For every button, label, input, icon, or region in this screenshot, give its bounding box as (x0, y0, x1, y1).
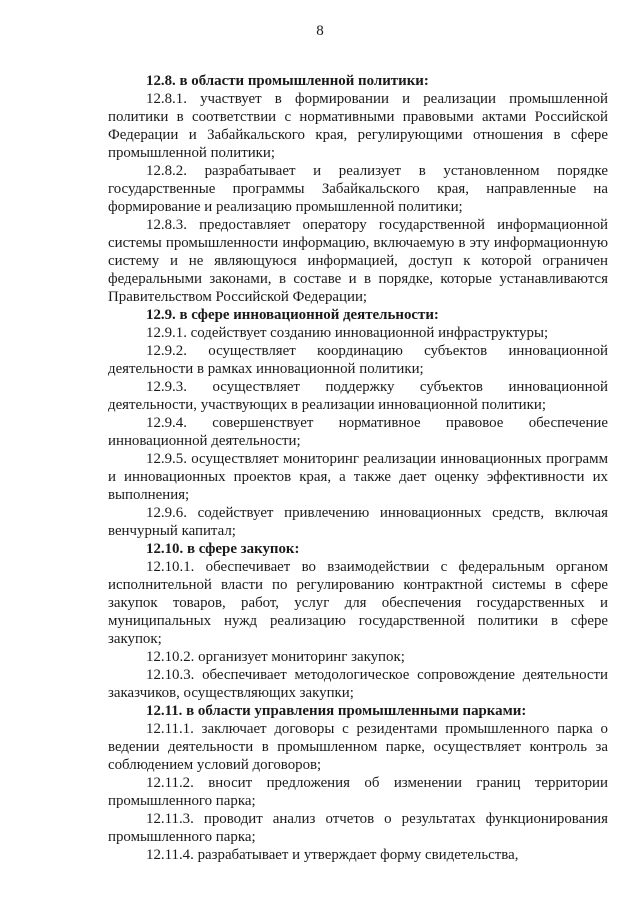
clause-12-9-6: 12.9.6. содействует привлечению инновационных средств, включая венчурный капитал; (108, 505, 608, 539)
clause-12-8-1: 12.8.1. участвует в формировании и реализации промышленной политики в соответствии с нормативными правовыми актами Российской Федерации и Забайкальского края, регулирующими отношения в сфере промышленной политики; (108, 91, 608, 161)
clause-12-9-2: 12.9.2. осуществляет координацию субъектов инновационной деятельности в рамках инновационной политики; (108, 343, 608, 377)
section-heading-12-11: 12.11. в области управления промышленными парками: (146, 703, 527, 719)
clause-12-10-2: 12.10.2. организует мониторинг закупок; (146, 649, 405, 665)
clause-12-9-4: 12.9.4. совершенствует нормативное правовое обеспечение инновационной деятельности; (108, 415, 608, 449)
clause-12-10-3: 12.10.3. обеспечивает методологическое сопровождение деятельности заказчиков, осуществляющих закупки; (108, 667, 608, 701)
document-body (108, 72, 608, 864)
clause-12-11-2: 12.11.2. вносит предложения об изменении границ территории промышленного парка; (108, 775, 608, 809)
clause-12-8-3: 12.8.3. предоставляет оператору государственной информационной системы промышленности информацию, включаемую в эту информационную систему и не являющуюся информацией, доступ к которой ограничен федеральными законами, в составе и в порядке, которые устанавливаются Правительством Российской Федерации; (108, 217, 608, 305)
clause-12-9-5: 12.9.5. осуществляет мониторинг реализации инновационных программ и инновационных проектов края, а также дает оценку эффективности их выполнения; (108, 451, 608, 503)
clause-12-11-1: 12.11.1. заключает договоры с резидентами промышленного парка о ведении деятельности в промышленном парке, осуществляет контроль за соблюдением условий договоров; (108, 721, 608, 773)
section-heading-12-9: 12.9. в сфере инновационной деятельности: (146, 307, 439, 323)
clause-12-11-4: 12.11.4. разрабатывает и утверждает форму свидетельства, (146, 847, 519, 863)
clause-12-11-3: 12.11.3. проводит анализ отчетов о результатах функционирования промышленного парка; (108, 811, 608, 845)
clause-12-10-1: 12.10.1. обеспечивает во взаимодействии с федеральным органом исполнительной власти по регулированию контрактной системы в сфере закупок товаров, работ, услуг для обеспечения государственных и муниципальных нужд реализацию государственной политики в сфере закупок; (108, 559, 608, 647)
clause-12-9-3: 12.9.3. осуществляет поддержку субъектов инновационной деятельности, участвующих в реализации инновационной политики; (108, 379, 608, 413)
clause-12-8-2: 12.8.2. разрабатывает и реализует в установленном порядке государственные программы Забайкальского края, направленные на формирование и реализацию промышленной политики; (108, 163, 608, 215)
section-heading-12-10: 12.10. в сфере закупок: (146, 541, 300, 557)
clause-12-9-1: 12.9.1. содействует созданию инновационной инфраструктуры; (146, 325, 549, 341)
section-heading-12-8: 12.8. в области промышленной политики: (146, 73, 429, 89)
page-number: 8 (316, 23, 324, 39)
